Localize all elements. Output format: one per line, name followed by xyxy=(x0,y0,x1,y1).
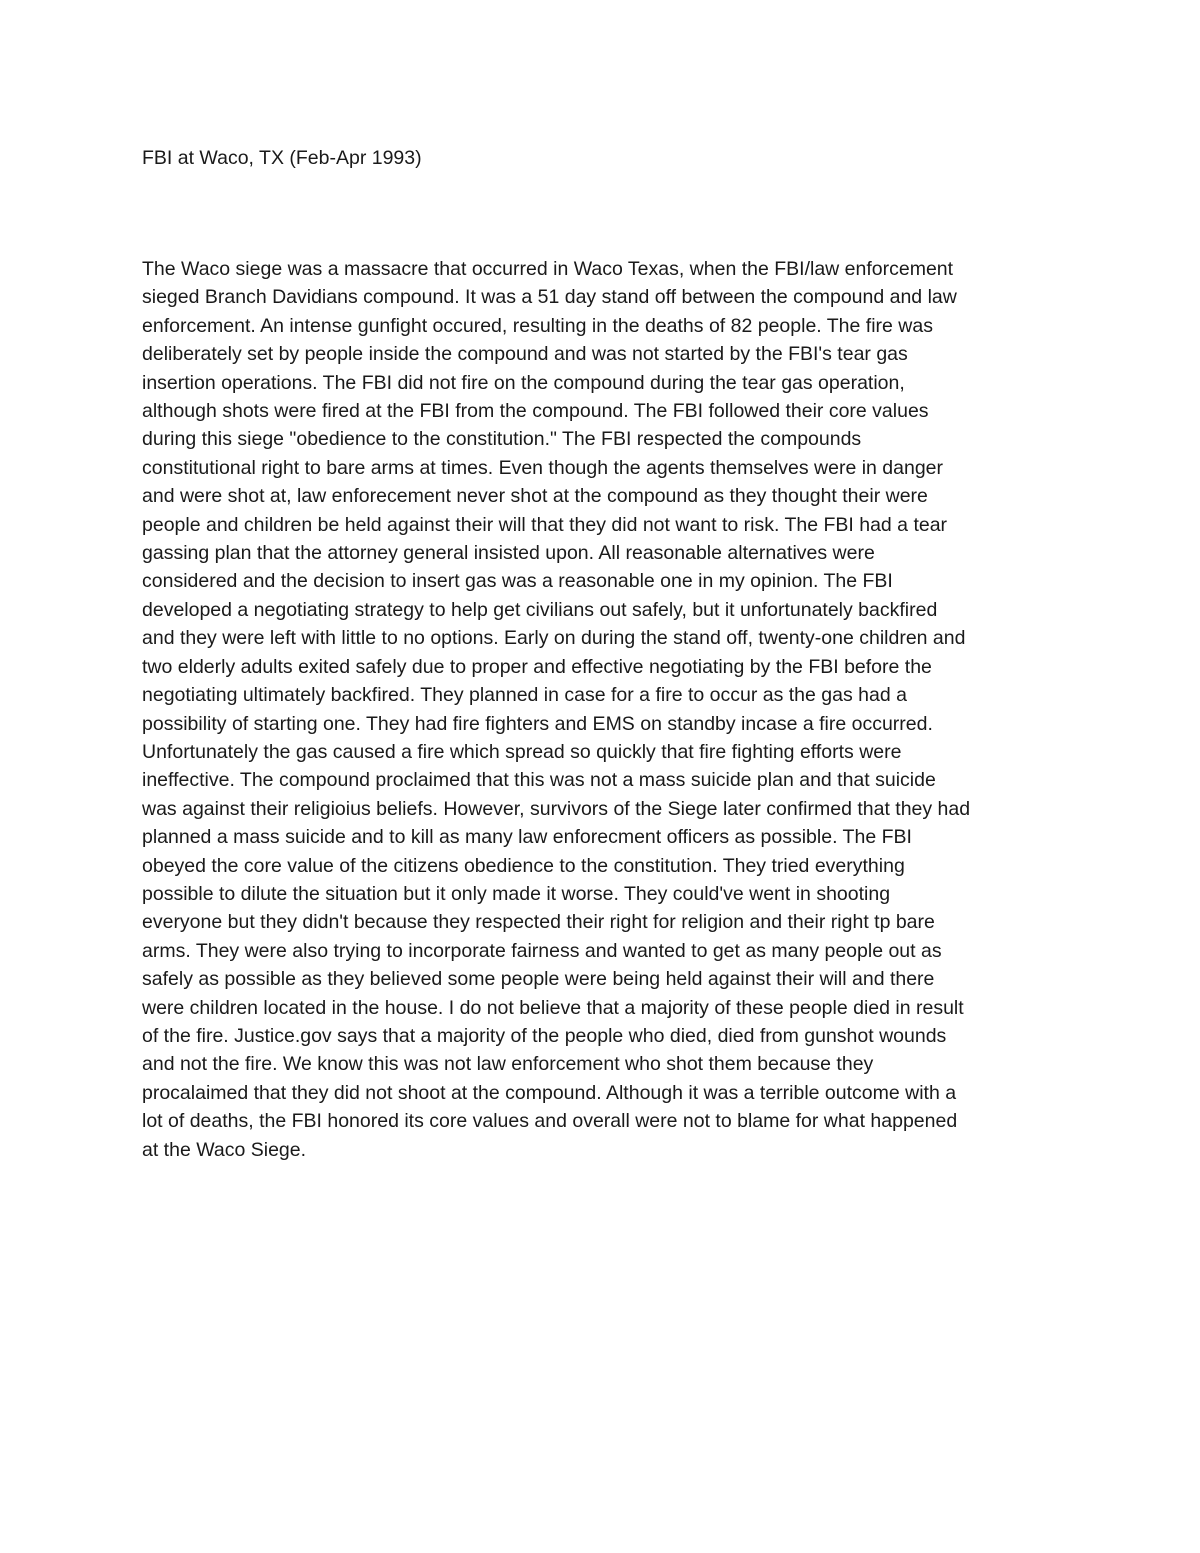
essay-line: was against their religioius beliefs. However, survivors of the Siege later confirmed that they had xyxy=(142,797,971,820)
essay-line: arms. They were also trying to incorporate fairness and wanted to get as many people out as xyxy=(142,939,942,962)
essay-line: and not the fire. We know this was not law enforcement who shot them because they xyxy=(142,1053,874,1076)
essay-line: gassing plan that the attorney general insisted upon. All reasonable alternatives were xyxy=(142,542,875,565)
essay-line: Unfortunately the gas caused a fire which spread so quickly that fire fighting efforts were xyxy=(142,740,902,763)
essay-line: at the Waco Siege. xyxy=(142,1138,307,1161)
essay-line: safely as possible as they believed some people were being held against their will and there xyxy=(142,968,935,991)
essay-line: of the fire. Justice.gov says that a majority of the people who died, died from gunshot wounds xyxy=(142,1024,947,1047)
essay-line: planned a mass suicide and to kill as many law enforecment officers as possible. The FBI xyxy=(142,826,912,849)
essay-line: possible to dilute the situation but it only made it worse. They could've went in shooting xyxy=(142,882,891,905)
essay-line: were children located in the house. I do not believe that a majority of these people died in result xyxy=(142,996,964,1019)
essay-line: people and children be held against their will that they did not want to risk. The FBI had a tear xyxy=(142,513,948,536)
essay-line: The Waco siege was a massacre that occurred in Waco Texas, when the FBI/law enforcement xyxy=(142,258,954,280)
essay-line: and they were left with little to no options. Early on during the stand off, twenty-one children and xyxy=(142,627,966,650)
essay-line: negotiating ultimately backfired. They planned in case for a fire to occur as the gas had a xyxy=(142,684,907,707)
essay-line: during this siege "obedience to the constitution." The FBI respected the compounds xyxy=(142,428,862,451)
essay-line: two elderly adults exited safely due to proper and effective negotiating by the FBI before the xyxy=(142,655,932,678)
essay-line: obeyed the core value of the citizens obedience to the constitution. They tried everything xyxy=(142,854,905,877)
essay-line: deliberately set by people inside the compound and was not started by the FBI's tear gas xyxy=(142,343,908,366)
essay-line: lot of deaths, the FBI honored its core values and overall were not to blame for what happened xyxy=(142,1110,958,1133)
essay-line: ineffective. The compound proclaimed that this was not a mass suicide plan and that suicide xyxy=(142,769,936,792)
essay-line: although shots were fired at the FBI from the compound. The FBI followed their core values xyxy=(142,400,929,423)
essay-line: considered and the decision to insert gas was a reasonable one in my opinion. The FBI xyxy=(142,570,893,593)
essay-line: everyone but they didn't because they respected their right for religion and their right tp bare xyxy=(142,911,935,934)
document-title: FBI at Waco, TX (Feb-Apr 1993) xyxy=(142,147,422,169)
essay-line: procalaimed that they did not shoot at the compound. Although it was a terrible outcome with a xyxy=(142,1081,957,1104)
essay-line: constitutional right to bare arms at times. Even though the agents themselves were in danger xyxy=(142,456,944,479)
essay-line: possibility of starting one. They had fire fighters and EMS on standby incase a fire occurred. xyxy=(142,712,933,735)
essay-line: and were shot at, law enforecement never shot at the compound as they thought their were xyxy=(142,485,928,508)
essay-line: enforcement. An intense gunfight occured, resulting in the deaths of 82 people. The fire was xyxy=(142,314,933,337)
essay-line: developed a negotiating strategy to help get civilians out safely, but it unfortunately backfired xyxy=(142,598,938,621)
essay-paragraph xyxy=(142,255,1082,1164)
essay-line: insertion operations. The FBI did not fire on the compound during the tear gas operation, xyxy=(142,371,905,394)
essay-line: sieged Branch Davidians compound. It was a 51 day stand off between the compound and law xyxy=(142,286,957,309)
